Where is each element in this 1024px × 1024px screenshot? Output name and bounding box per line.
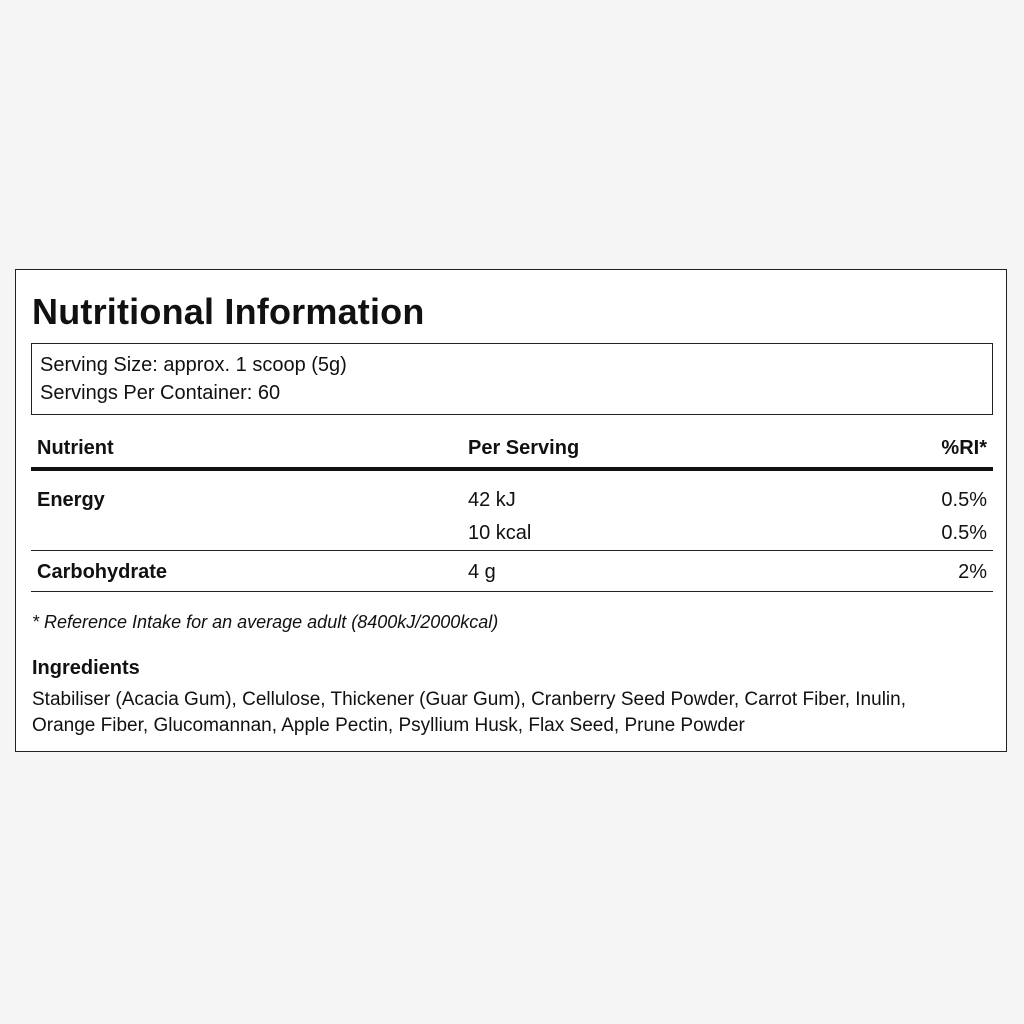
nutrition-table bbox=[31, 425, 993, 592]
table-header-row bbox=[31, 425, 993, 471]
ri-value: 0.5% bbox=[941, 489, 987, 511]
nutrient-name: Carbohydrate bbox=[37, 561, 168, 583]
ingredients-heading: Ingredients bbox=[32, 657, 140, 679]
serving-size: Serving Size: approx. 1 scoop (5g) bbox=[40, 354, 347, 376]
serving-info-box bbox=[31, 343, 993, 415]
header-nutrient: Nutrient bbox=[37, 437, 114, 459]
table-row bbox=[31, 551, 993, 592]
label-title: Nutritional Information bbox=[32, 291, 425, 332]
ingredients-list: Stabiliser (Acacia Gum), Cellulose, Thickener (Guar Gum), Cranberry Seed Powder, Carrot Fiber, Inulin, Orange Fiber, Glucomannan, Apple Pectin, Psyllium Husk, Flax Seed, Prune Powder bbox=[32, 689, 906, 736]
nutrient-name: Energy bbox=[37, 489, 105, 511]
nutrition-label-panel bbox=[15, 269, 1007, 752]
per-serving-value: 4 g bbox=[468, 561, 496, 583]
header-ri: %RI* bbox=[941, 437, 987, 459]
table-row bbox=[31, 511, 993, 551]
reference-intake-footnote: * Reference Intake for an average adult (8400kJ/2000kcal) bbox=[32, 612, 499, 632]
header-per-serving: Per Serving bbox=[468, 437, 580, 459]
table-row bbox=[31, 471, 993, 511]
ri-value: 0.5% bbox=[941, 522, 987, 544]
per-serving-value: 10 kcal bbox=[468, 522, 532, 544]
servings-per-container: Servings Per Container: 60 bbox=[40, 382, 281, 404]
per-serving-value: 42 kJ bbox=[468, 489, 516, 511]
ri-value: 2% bbox=[958, 561, 987, 583]
